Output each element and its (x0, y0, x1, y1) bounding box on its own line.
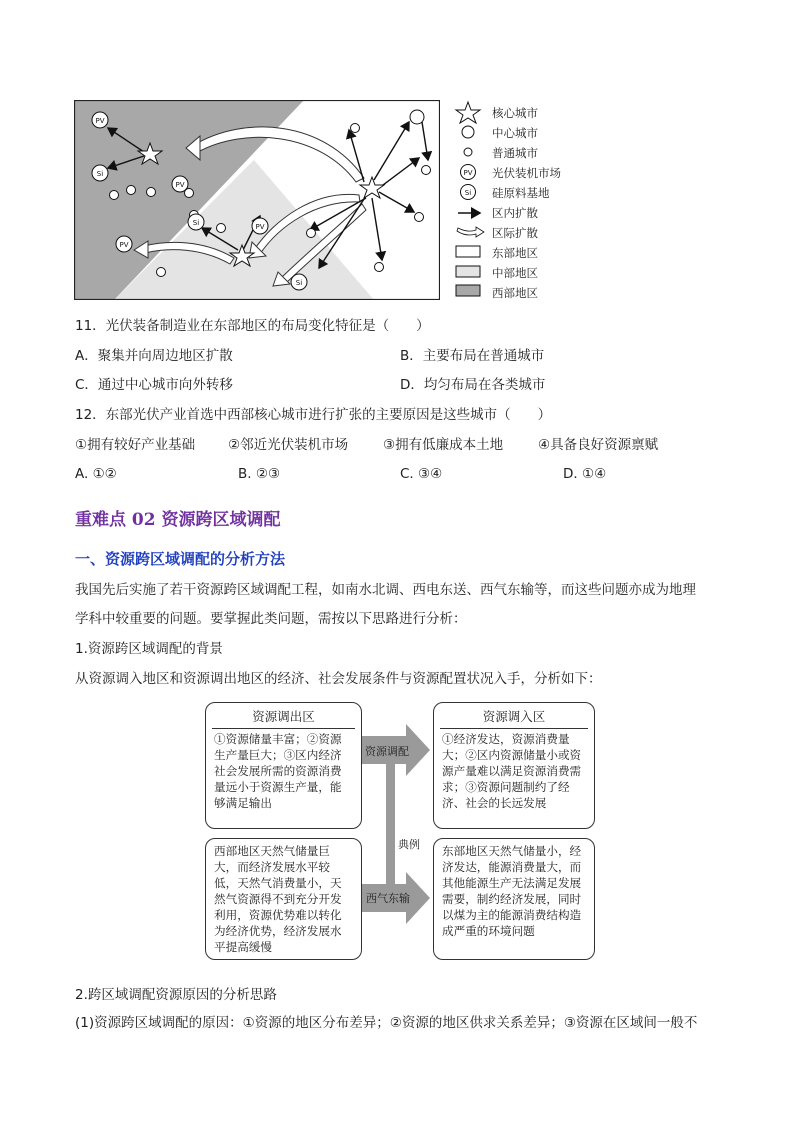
q12-option-c[interactable]: C. ③④ (400, 466, 443, 482)
point-2-title: 2.跨区域调配资源原因的分析思路 (75, 987, 277, 1003)
source-region-box (205, 702, 362, 829)
svg-text:PV: PV (95, 117, 105, 125)
q11-option-d[interactable]: D．均匀布局在各类城市 (400, 377, 546, 393)
svg-text:Si: Si (192, 219, 200, 227)
q11-option-b[interactable]: B．主要布局在普通城市 (400, 348, 545, 364)
legend-label-si: 硅原料基地 (492, 186, 550, 200)
svg-text:PV: PV (463, 169, 473, 177)
target-region-text: ①经济发达，资源消费量大；②区内资源储量小或资源产量难以满足资源消费需求；③资源问题制约了经济、社会的长远发展 (442, 732, 582, 810)
q12-option-d[interactable]: D. ①④ (563, 466, 607, 482)
legend-label-ordinary: 普通城市 (492, 146, 538, 160)
section-subheading: 一、资源跨区域调配的分析方法 (75, 550, 286, 568)
svg-text:PV: PV (255, 223, 265, 231)
diffusion-map (74, 100, 440, 300)
swatch-white (456, 246, 480, 257)
example-connector (386, 764, 395, 884)
q12-item-1: ①拥有较好产业基础 (75, 437, 196, 453)
point-2-desc: (1)资源跨区域调配的原因：①资源的地区分布差异；②资源的地区供求关系差异；③资源在区域间一般不 (75, 1015, 698, 1031)
legend-label-center: 中心城市 (492, 126, 538, 140)
source-region-text: ①资源储量丰富；②资源生产量巨大；③区内经济社会发展所需的资源消费量远小于资源生产量，能够满足输出 (214, 732, 342, 810)
q12-option-b[interactable]: B. ②③ (238, 466, 281, 482)
legend-labels (492, 103, 561, 303)
east-example-text: 东部地区天然气储量小，经济发达，能源消费量大，而其他能源生产无法满足发展需要，制约经济发展，同时以煤为主的能源消费结构造成严重的环境问题 (442, 844, 582, 938)
q11-option-c[interactable]: C．通过中心城市向外转移 (75, 377, 233, 393)
legend-label-core: 核心城市 (492, 106, 538, 120)
q12-option-a[interactable]: A. ①② (75, 466, 117, 482)
q11-option-a[interactable]: A．聚集并向周边地区扩散 (75, 348, 233, 364)
allocation-label: 资源调配 (365, 745, 409, 758)
example-label: 典例 (398, 838, 420, 851)
svg-text:PV: PV (119, 241, 129, 249)
section-heading: 重难点 02 资源跨区域调配 (75, 510, 281, 530)
swatch-light (456, 266, 480, 277)
legend-label-inter: 区际扩散 (492, 226, 538, 240)
west-example-text: 西部地区天然气储量巨大，而经济发展水平较低，天然气消费量小，天然气资源得不到充分开发利用，资源优势难以转化为经济优势，经济发展水平提高缓慢 (214, 844, 342, 954)
target-region-title: 资源调入区 (482, 709, 546, 724)
west-example-box (205, 838, 362, 960)
diffusion-map-svg (74, 100, 440, 300)
legend-label-east: 东部地区 (492, 246, 538, 260)
q12-item-4: ④具备良好资源禀赋 (538, 437, 659, 453)
legend-label-pv: 光伏装机市场 (492, 166, 561, 180)
legend-label-intra: 区内扩散 (492, 206, 538, 220)
svg-text:Si: Si (464, 189, 472, 197)
point-1-desc: 从资源调入地区和资源调出地区的经济、社会发展条件与资源配置状况入手，分析如下： (75, 671, 602, 687)
source-region-title: 资源调出区 (252, 709, 315, 724)
small-circle-icon (464, 148, 472, 156)
east-example-box (433, 838, 595, 960)
intro-line-1: 我国先后实施了若干资源跨区域调配工程，如南水北调、西电东送、西气东输等，而这些问题亦成为地理 (75, 582, 696, 598)
swatch-dark (456, 285, 480, 296)
q12-item-3: ③拥有低廉成本土地 (383, 437, 504, 453)
q12-stem: 12．东部光伏产业首选中西部核心城市进行扩张的主要原因是这些城市（ ） (75, 407, 552, 423)
west-east-gas-label: 西气东输 (366, 892, 410, 905)
q12-item-2: ②邻近光伏装机市场 (228, 437, 349, 453)
star-icon (456, 102, 480, 123)
target-region-box (433, 702, 595, 829)
point-1-title: 1.资源跨区域调配的背景 (75, 641, 223, 657)
q11-stem: 11．光伏装备制造业在东部地区的布局变化特征是（ ） (75, 318, 430, 334)
large-circle-icon (462, 126, 474, 138)
legend-label-west: 西部地区 (492, 286, 538, 300)
hollow-arrow-icon (457, 227, 484, 237)
svg-text:Si: Si (295, 279, 303, 287)
svg-text:PV: PV (175, 181, 185, 189)
intro-line-2: 学科中较重要的问题。要掌握此类问题，需按以下思路进行分析： (75, 611, 467, 627)
svg-text:Si: Si (96, 170, 104, 178)
legend-label-central: 中部地区 (492, 266, 538, 280)
